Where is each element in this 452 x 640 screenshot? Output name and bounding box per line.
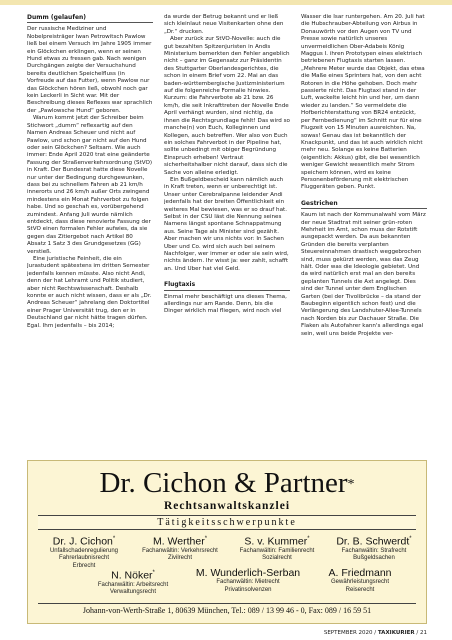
lawyer-name: Dr. J. Cichon* (52, 535, 116, 548)
issue-date: SEPTEMBER 2020 / (323, 630, 377, 636)
lawyer-entry (132, 533, 228, 563)
focus-title: Tätigkeitsschwerpunkte (157, 517, 297, 528)
paragraph: Wasser die Isar runtergehen. Am 20. Juli hat die Hubschrauber-Abteilung von Airbus in Donauwörth vor den Augen von TV und Presse sowie natürlich unseres unvermeidlichen Ober-Adabeis König Maggus I. ihren Prototypen eines elektrisch betriebenen Flugtaxis starten lassen. „Mehrere Meter wurde das Objekt, das etwa die Maße eines Sprinters hat, von den acht Rotoren in die Höhe gehoben. Doch mehr passierte nicht. Das Flugtaxi stand in der Luft, wackelte leicht hin und her, um dann wieder zu landen.“ So vermeldete die Hofberichterstattung von BR24 entzückt, per Fernbedienung“ im Schnitt nur für eine Flugzeit von 15 Minuten ausreichten. Na, sowas! Genau das ist bekanntlich der Knackpunkt, und das ist auch wirklich nicht mehr neu. Solange es keine Batterien (eigentlich: Akkus) gibt, die bei wesentlich weniger Gewicht wesentlich mehr Strom speichern können, wird es keine Personenbeförderung mit elektrischen Fluggeräten geben. Punkt. (301, 14, 425, 191)
article-columns (27, 14, 427, 454)
article-column-1 (27, 14, 153, 454)
lawyer-entry (326, 533, 422, 563)
lawyer-entry (188, 567, 308, 594)
lawyer-entry (78, 567, 188, 597)
section-heading-flugtaxis: Flugtaxis (164, 281, 290, 290)
firm-subtitle: Rechtsanwaltskanzlei (163, 500, 291, 512)
lawyer-area: Erbrecht (72, 562, 96, 569)
lawyer-area: Fachanwältin: Familienrecht (239, 547, 315, 554)
firm-name-text: Dr. Cichon & Partner (99, 467, 348, 499)
paragraph: Aber zurück zur StVO-Novelle: auch die gut bezahlten Spitzenjuristen in Andis Ministerium bemerkten den Fehler angeblich nicht – ganz im Gegensatz zur Präsidentin des Stuttgarter Oberlandesgerichtes, die schon in einem Brief vom 22. Mai an das baden-württembergische Justizministerium auf die folgenreiche Formalie hinwies. Kurzum: die Fahrverbote ab 21 bzw. 26 km/h, die seit Inkrafttreten der Novelle Ende April verhängt wurden, sind nichtig, da ihnen die Rechtsgrundlage fehlt! Das wird so manche(n) von Euch, Kolleginnen und Kollegen, auch betreffen. Wer also von Euch ein solches Fahrverbot in der Pipeline hat, sollte unbedingt mit obiger Begründung Einspruch erheben! Vertraut sicherheitshalber nicht darauf, dass sich die Sache von alleine erledigt. (164, 36, 290, 176)
firm-mark: * (347, 477, 355, 492)
lawyer-name: M. Werther* (152, 535, 208, 548)
lawyer-area: Fachanwältin: Mietrecht (216, 579, 280, 585)
lawyer-entry (228, 533, 326, 563)
lawyer-entry (310, 567, 410, 594)
article-column-2 (164, 14, 290, 454)
lawyer-area: Verwaltungsrecht (109, 589, 157, 595)
section-heading-dumm: Dumm (gelaufen) (27, 14, 153, 23)
paragraph: Kaum ist nach der Kommunalwahl vom März der neue Stadtrat mit seiner grün-roten Mehrheit im Amt, schon muss der Rotstift ausgepackt werden. Da aus bekannten Gründen die bereits verplanten Steuereinnahmen drastisch weggebrochen sind, muss gekürzt werden, was das Zeug hält. Oder was die Ideologie gebietet. Und da wird natürlich erst mal an den bereits geplanten Tunnels die Axt angelegt. Dies sind der Tunnel unter dem Englischen Garten (bei der Tivolibrücke – da stand der Baubeginn eigentlich schon fest) und die Verlängerung des Landshuter-Allee-Tunnels nach Norden bis zur Dachauer Straße. Die Flaken als Autofahrer kann's allerdings egal sein, weil uns beide Projekte ver- (301, 212, 426, 337)
paragraph: Einmal mehr beschäftigt uns dieses Thema, allerdings nur am Rande. Denn, bis die Dinger wirklich mal fliegen, wird noch viel (164, 293, 287, 315)
article-column-3 (301, 14, 427, 454)
lawyer-name: S. v. Kummer* (244, 535, 310, 548)
page-footer (324, 630, 427, 637)
lawyer-area: Fachanwältin: Verkehrsrecht (142, 547, 218, 554)
lawyer-area: Zivilrecht (167, 555, 192, 561)
page-number: / 21 (416, 630, 427, 636)
magazine-name: TAXIKURIER (377, 630, 415, 636)
lawyer-name: M. Wunderlich-Serban (195, 567, 301, 579)
paragraph: Ein Bußgeldbescheid kann nämlich auch in Kraft treten, wenn er unberechtigt ist. Unser unter Cerebralpanne leidender Andi jedenfalls hat der breiten Öffentlichkeit ein weiteres Mal bewiesen, was er so drauf hat. Selbst in der CSU läst die Nennung seines Namens längst spontane Schnappatmung aus. Seine Tage als Minister sind gezählt. Aber machen wir uns nichts vor: In Sachen Uber und Co. wird sich auch bei seinem Nachfolger, wer immer er oder sie sein wird, nichts ändern. Ihr wisst ja: wer zahlt, schafft an. Und Uber hat viel Geld. (164, 176, 289, 272)
lawyer-area: Gewährleistungsrecht (330, 579, 390, 585)
paragraph: da wurde der Betrug bekannt und er ließ sich kleinlaut neue Visitenkarten ohne den „Dr.“ drucken. (164, 14, 284, 35)
paragraph: Der russische Mediziner und Nobelpreisträger Iwan Petrowitsch Pawlow ließ bei einem Versuch im Jahre 1905 immer ein Glöckchen erklingen, wenn er seinen Hund etwas zu fressen gab. Nach wenigen Durchgängen zeigte der Versuchshund bereits deutlichen Speichelfluss (in Vorfreude auf das Futter), wenn Pawlow nur das Glöckchen hören ließ, obwohl noch gar kein Leckerli in Sicht war. Mit der Beschreibung dieses Reflexes war sprachlich der „Pawlowsche Hund“ geboren. (27, 26, 153, 114)
law-firm-advertisement (27, 460, 427, 624)
firm-address: Johann-von-Werth-Straße 1, 80639 München, Tel.: 089 / 13 99 46 - 0, Fax: 089 / 16 59 51 (38, 603, 416, 618)
lawyer-area: Sozialrecht (262, 555, 292, 561)
lawyer-area: Fachanwältin: Strafrecht (341, 547, 407, 554)
lawyer-area: Fahrerlaubnisrecht (58, 555, 110, 561)
lawyer-area: Reiserecht (345, 586, 375, 593)
lawyer-name: A. Friedmann (328, 567, 392, 579)
section-heading-gestrichen: Gestrichen (301, 200, 427, 209)
paragraph: Warum kommt jetzt der Schreiber beim Stichwort „dumm“ reflexartig auf den Namen Andreas Scheuer und nicht auf Pawlow, und schon gar nicht auf den Hund oder sein Glöckchen? Seltsam. Wie auch immer: Ende April 2020 trat eine geänderte Fassung der Straßenverkehrsordnung (StVO) in Kraft. Der Bundesrat hatte diese Novelle nur unter der Bedingung durchgewunken, dass bei zu schnellem Fahren ab 21 km/h innerorts und 26 km/h außer Orts zwingend mindestens ein Monat Fahrverbot zu folgen habe. Und so geschah es, vorübergehend zumindest. Anfang Juli wurde nämlich entdeckt, dass diese renovierte Fassung der StVO einen formalen Fehler aufwies, da sie gegen das Zitiergebot nach Artikel 80 Absatz 1 Satz 3 des Grundgesetzes (GG) verstieß. (27, 115, 153, 255)
paragraph: Eine juristische Feinheit, die ein Jurastudent spätestens im dritten Semester jedenfalls kennen müsste. Also nicht Andi, denn der hat Lehramt und Politik studiert, aber nicht Rechtswissenschaft. Deshalb konnte er auch nicht wissen, dass er als „Dr. Andreas Scheuer“ jahrelang den Doktortitel einer Prager Universität trug, den er in Deutschland gar nicht hätte tragen dürfen. Egal. Ihm jedenfalls – bis 2014; (27, 256, 152, 329)
top-accent-bar (0, 0, 452, 5)
lawyer-area: Fachanwältin: Arbeitsrecht (97, 581, 169, 588)
lawyer-entry (34, 533, 134, 570)
lawyer-name: Dr. B. Schwerdt* (336, 535, 412, 548)
lawyer-area: Privatinsolvenzen (224, 586, 272, 593)
lawyer-area: Unfallschadenregulierung (49, 547, 119, 554)
lawyer-area: Bußgeldsachen (353, 555, 395, 561)
focus-band (38, 515, 416, 530)
lawyer-name: N. Nöker* (111, 569, 155, 582)
firm-name (28, 467, 426, 499)
